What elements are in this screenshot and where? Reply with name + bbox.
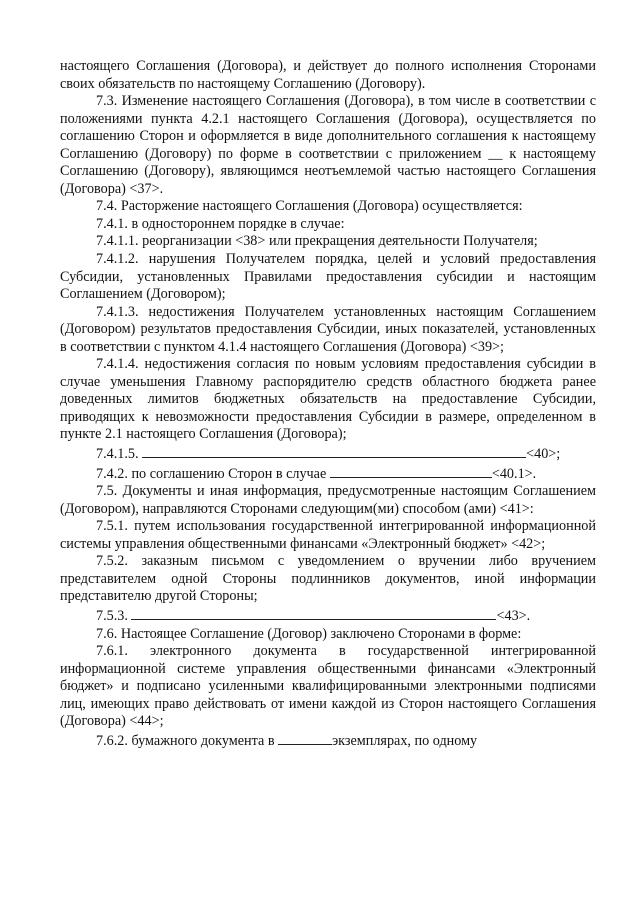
- paragraph-7-6-1: 7.6.1. электронного документа в государственной интегрированной информационной системе управления общественными финансами «Электронный бюджет» и подписано усиленными квалифицированными электронными подписями лиц, имеющих право действовать от имени каждой из Сторон настоящего Соглашения (Договора) <44>;: [60, 643, 596, 730]
- copies-text: экземплярах, по одному: [332, 732, 478, 749]
- paragraph-7-4-1-4: 7.4.1.4. недостижения согласия по новым условиям предоставления субсидии в случае уменьшения Главному распорядителю средств областного бюджета ранее доведенных лимитов бюджетных обязательств на предоставление Субсидии, приводящих к невозможности предоставления Субсидии в размере, определенном в пункте 2.1 настоящего Соглашения (Договора);: [60, 356, 596, 443]
- blank-line: [330, 464, 492, 478]
- paragraph-7-6: 7.6. Настоящее Соглашение (Договор) заключено Сторонами в форме:: [96, 625, 522, 642]
- paragraph-7-4-1-2: 7.4.1.2. нарушения Получателем порядка, целей и условий предоставления Субсидии, установленных Правилами предоставления субсидии и настоящим Соглашением (Договором);: [60, 251, 596, 303]
- paragraph-7-6-2: [60, 731, 596, 751]
- label-7-6-2: 7.6.2. бумажного документа в: [96, 732, 275, 749]
- paragraph-7-4-1: 7.4.1. в одностороннем порядке в случае:: [96, 215, 345, 232]
- paragraph-7-4-1-1: 7.4.1.1. реорганизации <38> или прекращения деятельности Получателя;: [96, 233, 538, 250]
- label-7-4-1-5: 7.4.1.5.: [96, 446, 139, 463]
- paragraph-7-4-1-5: [60, 444, 596, 464]
- blank-line: [131, 606, 496, 620]
- blank-line: [278, 731, 332, 745]
- footnote-ref-43: <43>.: [496, 607, 531, 624]
- paragraph-7-3: 7.3. Изменение настоящего Соглашения (Договора), в том числе в соответствии с положениями пункта 4.2.1 настоящего Соглашения (Договора), осуществляется по соглашению Сторон и оформляется в виде дополнительного соглашения к настоящему Соглашению (Договору) по форме в соответствии с приложением __ к настоящему Соглашению (Договору), являющимся неотъемлемой частью настоящего Соглашения (Договора) <37>.: [60, 93, 596, 197]
- paragraph-7-5-2: 7.5.2. заказным письмом с уведомлением о вручении либо вручением представителем одной Стороны подлинников документов, иной информации представителю другой Стороны;: [60, 553, 596, 605]
- paragraph-7-5-3: [60, 606, 596, 626]
- label-7-4-2: 7.4.2. по соглашению Сторон в случае: [96, 465, 327, 482]
- paragraph-7-5-1: 7.5.1. путем использования государственной интегрированной информационной системы управления общественными финансами «Электронный бюджет» <42>;: [60, 518, 596, 552]
- paragraph-7-4-1-3: 7.4.1.3. недостижения Получателем установленных настоящим Соглашением (Договором) результатов предоставления Субсидии, иных показателей, установленных в соответствии с пунктом 4.1.4 настоящего Соглашения (Договора) <39>;: [60, 303, 596, 355]
- document-page: [60, 58, 596, 750]
- footnote-ref-40: <40>;: [526, 446, 561, 463]
- paragraph-intro: настоящего Соглашения (Договора), и действует до полного исполнения Сторонами своих обязательств по настоящему Соглашению (Договору).: [60, 58, 596, 92]
- paragraph-7-5: 7.5. Документы и иная информация, предусмотренные настоящим Соглашением (Договором), направляются Сторонами следующим(ми) способом (ами) <41>:: [60, 483, 596, 517]
- paragraph-7-4: 7.4. Расторжение настоящего Соглашения (Договора) осуществляется:: [96, 198, 523, 215]
- paragraph-7-4-2: [60, 464, 596, 484]
- blank-line: [142, 444, 526, 458]
- label-7-5-3: 7.5.3.: [96, 607, 128, 624]
- footnote-ref-40-1: <40.1>.: [491, 465, 537, 482]
